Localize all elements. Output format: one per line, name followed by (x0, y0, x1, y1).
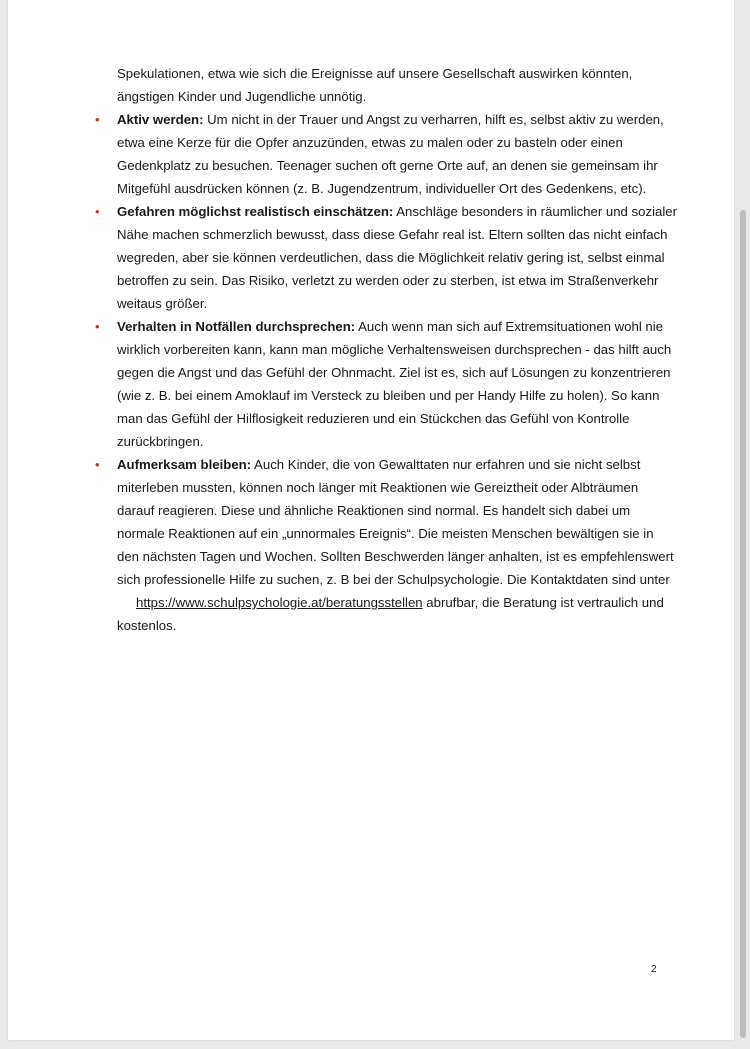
schulpsychologie-link[interactable]: https://www.schulpsychologie.at/beratungsstellen (136, 595, 423, 610)
bullet-icon: • (95, 319, 100, 334)
item-term: Aufmerksam bleiben: (117, 457, 252, 472)
bullet-icon: • (95, 204, 100, 219)
vertical-scrollbar[interactable] (740, 210, 746, 1038)
item-text: Auch Kinder, die von Gewalttaten nur erfahren und sie nicht selbst miterleben mussten, können noch länger mit Reaktionen wie Gereiztheit oder Albträumen darauf reagieren. Diese und ähnliche Reaktionen sind normal. Es handelt sich dabei um normale Reaktionen auf ein „unnormales Ereignis“. Die meisten Menschen bewältigen sie in den nächsten Tagen und Wochen. Sollten Beschwerden länger anhalten, ist es empfehlenswert sich professionelle Hilfe zu suchen, z. B bei der Schulpsychologie. Die Kontaktdaten sind unter (117, 457, 674, 587)
item-term: Gefahren möglichst realistisch einschätzen: (117, 204, 394, 219)
list-item (95, 315, 677, 453)
item-text: Um nicht in der Trauer und Angst zu verharren, hilft es, selbst aktiv zu werden, etwa eine Kerze für die Opfer anzuzünden, etwas zu malen oder zu basteln oder einen Gedenkplatz zu besuchen. Teenager suchen oft gerne Orte auf, an denen sie gemeinsam ihr Mitgefühl ausdrücken können (z. B. Jugendzentrum, individueller Ort des Gedenkens, etc). (117, 112, 664, 196)
bullet-icon: • (95, 457, 100, 472)
intro-paragraph: Spekulationen, etwa wie sich die Ereignisse auf unsere Gesellschaft auswirken könnten, ängstigen Kinder und Jugendliche unnötig. (117, 66, 633, 104)
page-number: 2 (651, 964, 657, 975)
item-term: Aktiv werden: (117, 112, 204, 127)
list-item (95, 200, 677, 315)
document-page (8, 0, 734, 1040)
list-item (95, 108, 677, 200)
item-text: Auch wenn man sich auf Extremsituationen wohl nie wirklich vorbereiten kann, kann man mögliche Verhaltensweisen durchsprechen - das hilft auch gegen die Angst und das Gefühl der Ohnmacht. Ziel ist es, sich auf Lösungen zu konzentrieren (wie z. B. bei einem Amoklauf im Versteck zu bleiben und per Handy Hilfe zu holen). So kann man das Gefühl der Hilflosigkeit reduzieren und ein Stückchen das Gefühl von Kontrolle zurückbringen. (117, 319, 672, 449)
bullet-icon: • (95, 112, 100, 127)
item-text-after-link: abrufbar, die Beratung ist vertraulich und kostenlos. (117, 595, 664, 633)
item-term: Verhalten in Notfällen durchsprechen: (117, 319, 356, 334)
page-content (8, 62, 734, 637)
item-text: Anschläge besonders in räumlicher und sozialer Nähe machen schmerzlich bewusst, dass diese Gefahr real ist. Eltern sollten das nicht einfach wegreden, aber sie können verdeutlichen, dass die Möglichkeit relativ gering ist, selbst einmal betroffen zu sein. Das Risiko, verletzt zu werden oder zu sterben, ist etwa im Straßenverkehr weitaus größer. (117, 204, 677, 311)
list-item (95, 453, 677, 637)
